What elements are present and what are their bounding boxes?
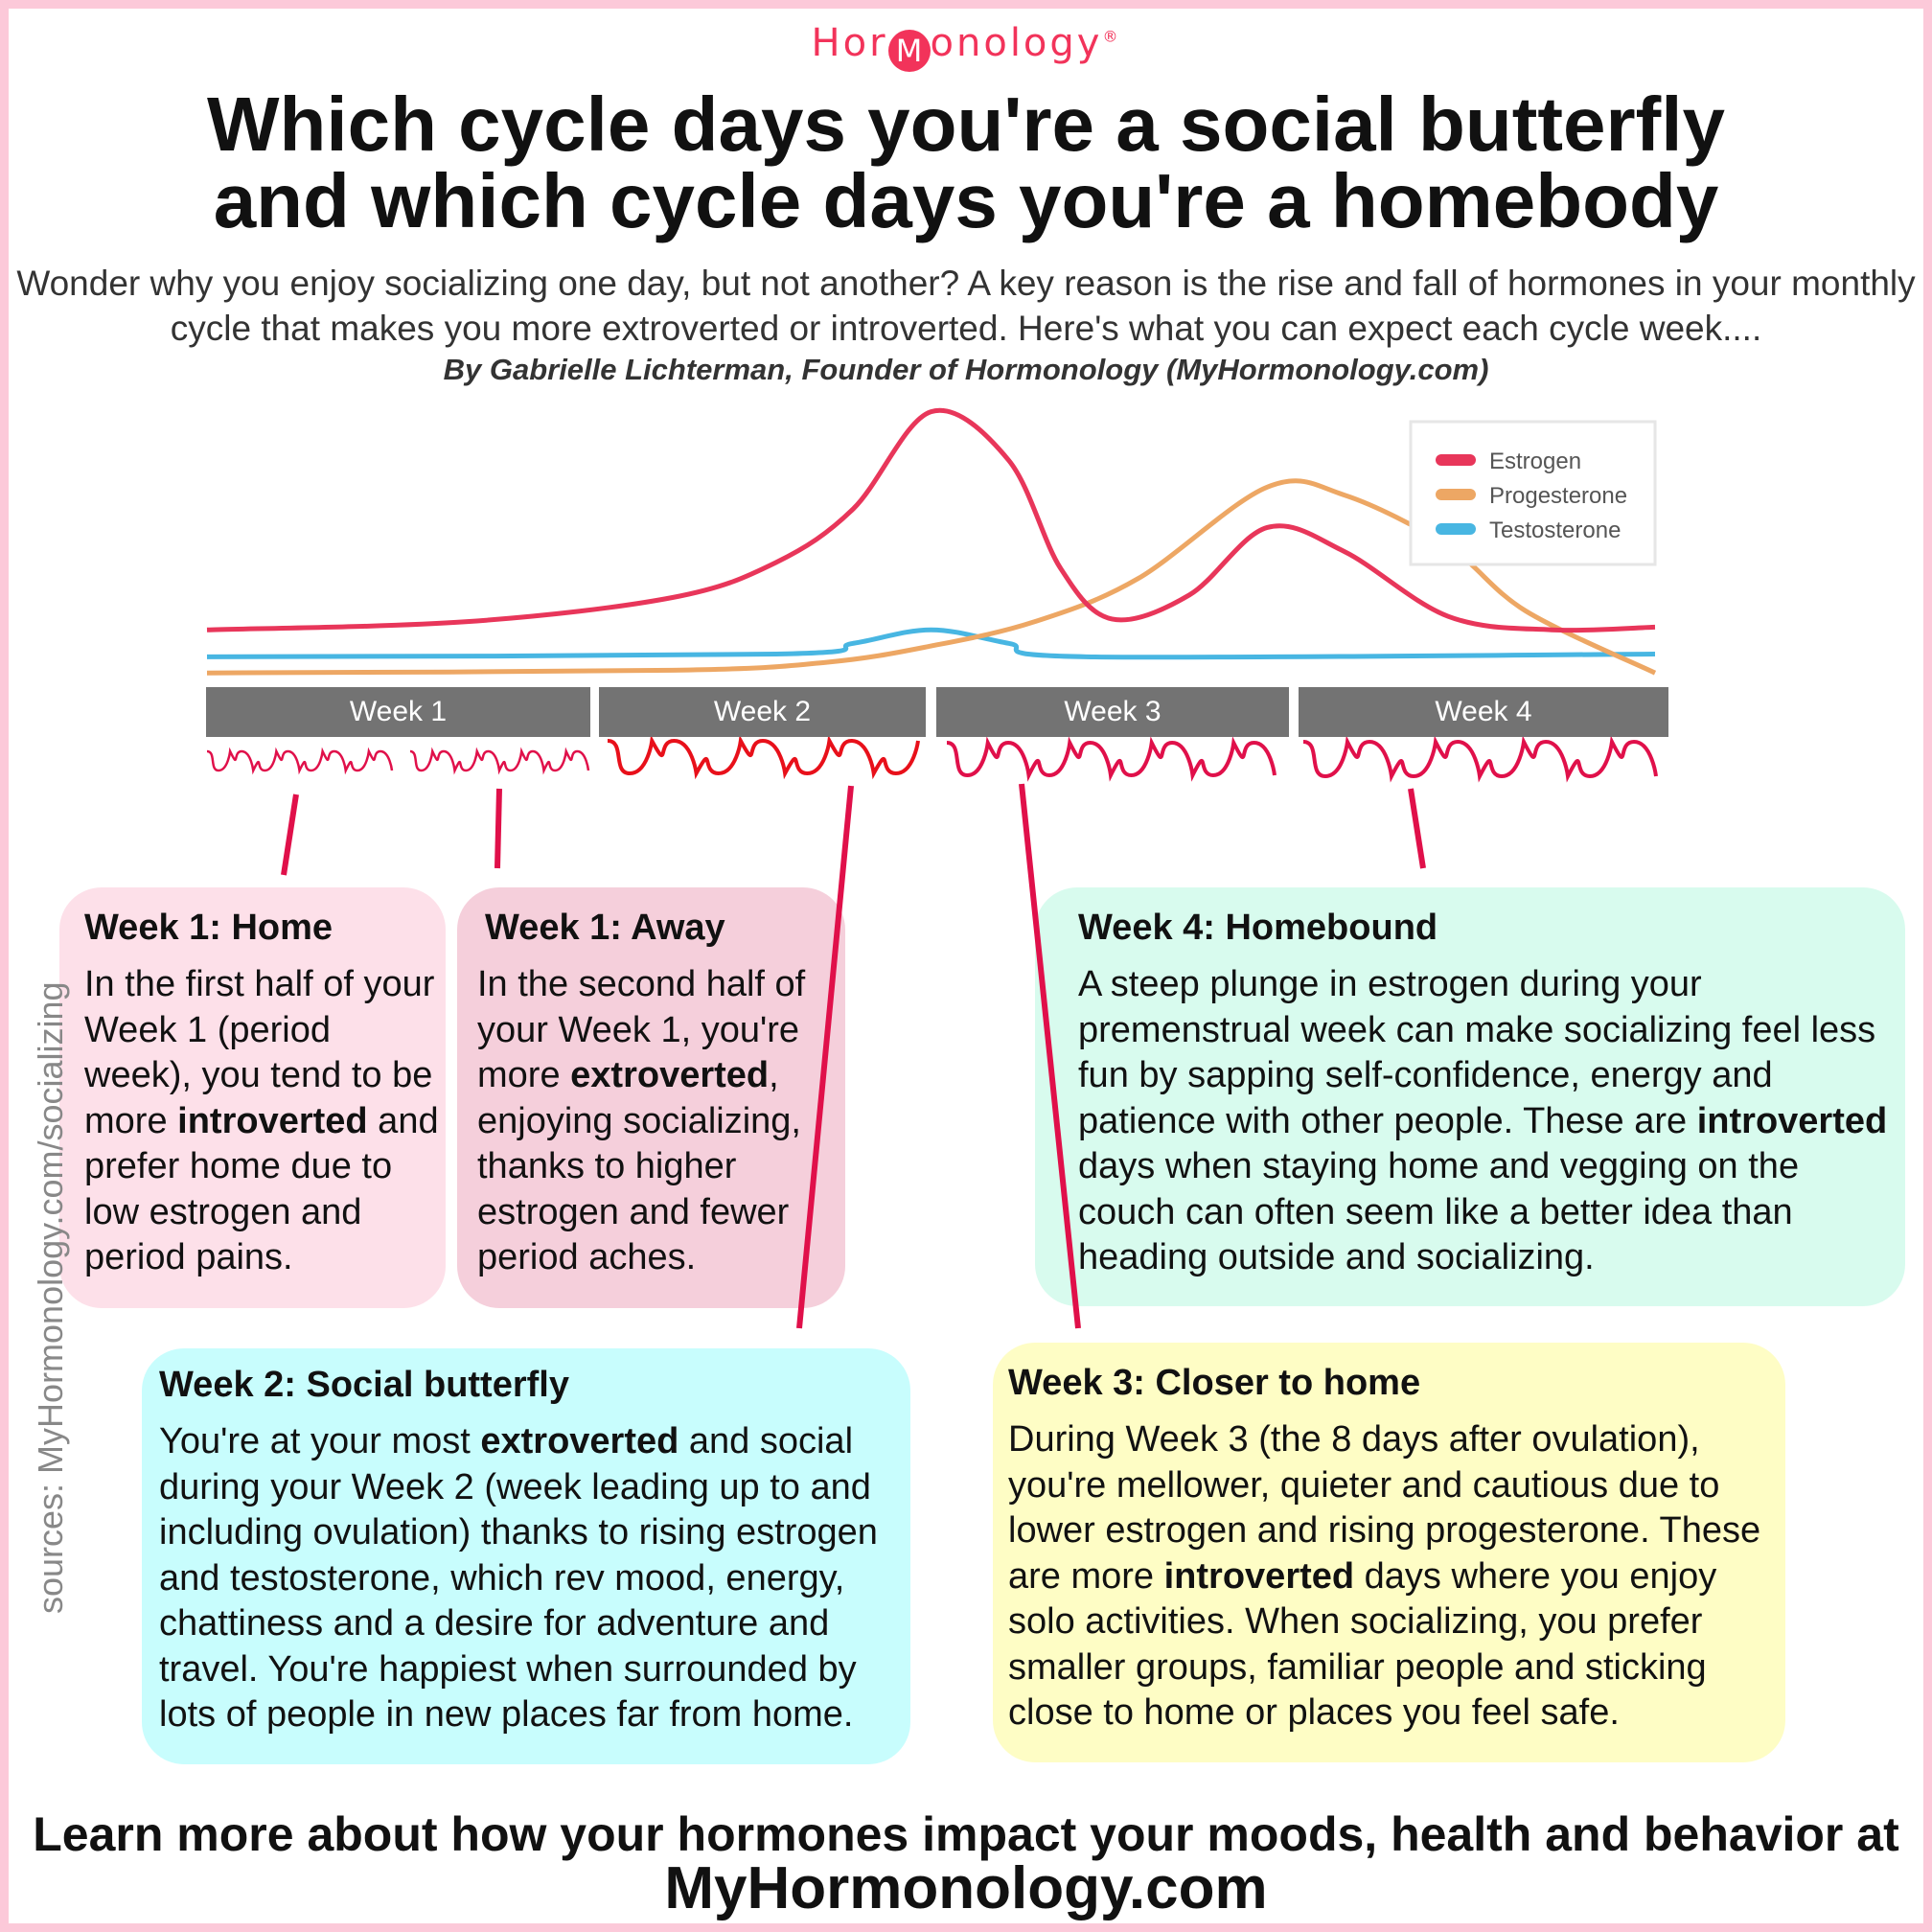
card-text: In the second half of your Week 1, you're more extroverted, enjoying socializing, thanks to higher estrogen and fewer period aches. — [477, 964, 806, 1277]
card-title: Week 1: Home — [84, 908, 334, 948]
card-title: Week 3: Closer to home — [1008, 1363, 1421, 1403]
week3-closer-to-home-card — [993, 1343, 1785, 1762]
connector-line — [1022, 784, 1078, 1328]
card-text: In the first half of your Week 1 (period week), you tend to be more introverted and prefer home due to low estrogen and period pains. — [84, 964, 439, 1277]
card-title: Week 4: Homebound — [1078, 908, 1438, 948]
connector-line — [799, 786, 851, 1328]
legend-label: Testosterone — [1489, 518, 1622, 543]
byline: By Gabrielle Lichterman, Founder of Hormonology (MyHormonology.com) — [443, 353, 1489, 386]
footer-link[interactable]: MyHormonology.com — [664, 1855, 1268, 1921]
title-line: Which cycle days you're a social butterfly — [206, 81, 1726, 167]
card-title: Week 2: Social butterfly — [159, 1365, 569, 1405]
week2-social-butterfly-card — [142, 1348, 910, 1764]
title-line: and which cycle days you're a homebody — [213, 158, 1719, 243]
subtitle: Wonder why you enjoy socializing one day, but not another? A key reason is the rise and fall of hormones in your monthly cycle that makes you more extroverted or introverted. Here's what you can expect each cycle week.... — [16, 264, 1916, 348]
week-bar-4: Week 4 — [1299, 687, 1668, 737]
footer-text: Learn more about how your hormones impact your moods, health and behavior at — [33, 1807, 1899, 1861]
legend-label: Progesterone — [1489, 483, 1628, 509]
week-bar-2: Week 2 — [599, 687, 926, 737]
legend-label: Estrogen — [1489, 448, 1582, 474]
logo-text: onology — [930, 21, 1103, 65]
week-bar-1: Week 1 — [206, 687, 590, 737]
logo-mark-icon: M — [888, 30, 931, 72]
card-text: You're at your most extroverted and social during your Week 2 (week leading up to and including ovulation) thanks to rising estrogen and testosterone, which rev mood, energy, chattiness and a desire for adventure and travel. You're happiest when surrounded by lots of people in new places far from home. — [159, 1421, 878, 1735]
card-text: A steep plunge in estrogen during your premenstrual week can make socializing feel less fun by sapping self-confidence, energy and patience with other people. These are introverted days when staying home and vegging on the couch can often seem like a better idea than heading outside and socializing. — [1078, 964, 1888, 1277]
logo-text: Hor — [811, 21, 888, 65]
card-text: During Week 3 (the 8 days after ovulation), you're mellower, quieter and cautious due to lower estrogen and rising progesterone. These are more introverted days where you enjoy solo activities. When socializing, you prefer smaller groups, familiar people and sticking close to home or places you feel safe. — [1008, 1419, 1761, 1733]
registered-mark: ® — [1102, 27, 1121, 46]
sources-text: sources: MyHormonology.com/socializing — [31, 981, 70, 1614]
card-title: Week 1: Away — [485, 908, 725, 948]
week-bar-3: Week 3 — [936, 687, 1289, 737]
